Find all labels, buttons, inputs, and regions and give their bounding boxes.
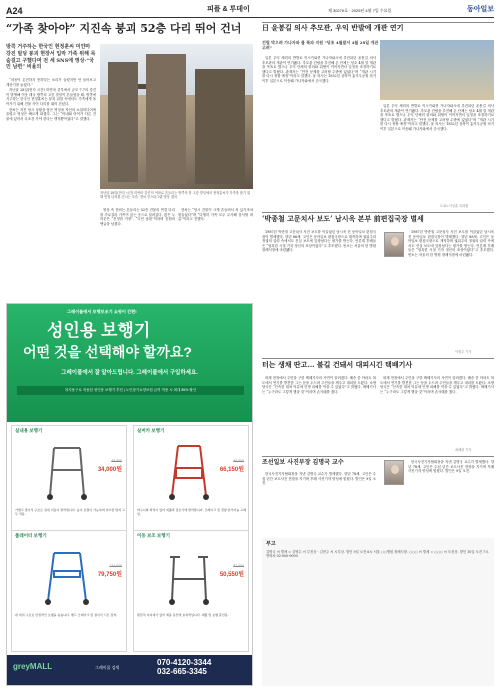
byline: 이원주 기자: [455, 350, 472, 354]
product-card: [11, 530, 127, 652]
lead-body-col2: [100, 208, 175, 300]
product-title: 실내용 보행기: [15, 428, 43, 433]
ad-shop-line: 그레이몰에서 잘 알아드립니다. 그레이몰에서 구입하세요.: [61, 370, 198, 376]
portrait-photo: [384, 460, 404, 485]
walker-icon: [42, 440, 92, 502]
ad-question: 어떤 것을 선택해야 할까요?: [23, 344, 192, 360]
article-body: [262, 56, 376, 206]
obituary-text: 김명국 씨 별세 = 김영수 씨 부친상 · 김현주 씨 시부상. 발인 9일 오전 6시 서울 ○○병원 장례식장. ○○○ 씨 별세 = ○○○ 씨 모친상. 발인 10일 오전 7시. 연락처 02-000-0000: [266, 549, 490, 559]
article-paragraph: 1987년 박종철 고문치사 사건 보도를 이끌었던 남시욱 전 동아일보 편집국장이 별세했다. 향년 88세. 고인은 동아일보 편집국장으로 재직하며 권위주의 정권의 압력 속에서도 진실 보도에 앞장섰다는 평가를 받는다. 언론계 후배들은 “엄혹한 시절 기자 정신의 표상이었다”고 추모했다. 빈소는 서울의 한 병원 장례식장에 마련됐다.: [262, 230, 376, 253]
product-title: 롤레이터 보행기: [15, 533, 47, 538]
article-paragraph: 일본 우익 세력의 반발로 이시카와현 가나자와시에 추진되던 윤봉길 의사 추모관의 개관이 연기됐다. 추모관 건립을 추진해 온 단체는 당초 4월 말 개관을 목표로 했으나 우익 단체의 항의와 위협이 이어지면서 일정을 조정하기로 했다고 밝혔다. 관계자는 “안전 문제를 고려할 수밖에 없었다”며 “개관 시기를 다시 정할 예정”이라고 말했다. 윤 의사는 1932년 상하이 훙커우공원 의거 이후 일본으로 이송돼 가나자와에서 순국했다.: [262, 56, 376, 83]
greymall-logo: greyMALL: [13, 662, 53, 671]
article-body: [262, 230, 376, 350]
product-price: 34,000원: [97, 467, 122, 473]
page-header: [6, 3, 494, 18]
photo-building: [195, 69, 245, 184]
lead-photo-caption: 지난달 28일(현지 시간) 미얀마 강진의 여파로 흔들리는 방콕의 한 고층 빌딩에서 현정훈씨가 가족을 찾기 위해 연결 다리를 건너는 모습. 현씨 인스타그램 영상 캡처: [100, 191, 251, 200]
article-paragraph: 한국사진기자협회장을 지낸 김명국 교수가 별세했다. 향년 78세. 고인은 수십 년간 보도사진 현장을 지키며 후배 사진기자 양성에 힘썼다. 발인은 9일 오전.: [262, 472, 376, 486]
photo-bridge: [138, 84, 146, 89]
article-body-cont: [408, 230, 494, 350]
product-desc: 가볍고 접이식 구조로 실내 이동이 편리합니다. 높이 조절이 가능하며 미끄럼 방지 고무 적용.: [15, 508, 125, 517]
article-paragraph: 화재 현장에서 주민을 구한 택배기사의 사연이 알려졌다. 배송 중 아파트 복도에서 연기를 발견한 그는 문을 두드려 주민들을 깨우고 대피를 도왔다. 소방당국은 “신속한 대처 덕분에 인명 피해를 막을 수 있었다”고 밝혔다. 택배기사는 “누구라도 그렇게 했을 것”이라며 손사래를 쳤다.: [380, 376, 494, 394]
article-headline: 터는 생채 딴고… 불길 건돼서 대피시긴 택배기사: [262, 360, 413, 369]
byline: 최혜령 기자: [455, 448, 472, 452]
article-subhead: 건립 막으려 가나자와 불 폭파 지원 “당초 4월말서 4월 28일 개관 고려”: [262, 40, 379, 51]
ad-title: 성인용 보행기: [47, 321, 151, 340]
lead-paragraph: 현씨는 지진 당시 상황을 담은 영상을 자신의 소셜미디어에 올렸고 영상은 빠르게 퍼졌다. 그는 “아내와 아이가 다른 건물에 있어서 무조건 가야 한다는 생각뿐이었다”고 말했다.: [6, 107, 96, 121]
article-photo: [380, 40, 494, 100]
article-headline: 조선일보 사진부장 김명국 교수: [262, 459, 344, 466]
product-price: 79,750원: [97, 572, 122, 578]
article-paragraph: 일본 우익 세력의 반발로 이시카와현 가나자와시에 추진되던 윤봉길 의사 추모관의 개관이 연기됐다. 추모관 건립을 추진해 온 단체는 당초 4월 말 개관을 목표로 했으나 우익 단체의 항의와 위협이 이어지면서 일정을 조정하기로 했다고 밝혔다. 관계자는 “안전 문제를 고려할 수밖에 없었다”며 “개관 시기를 다시 정할 예정”이라고 말했다. 윤 의사는 1932년 상하이 훙커우공원 의거 이후 일본으로 이송돼 가나자와에서 순국했다.: [380, 104, 494, 131]
article-body-cont: [380, 104, 494, 204]
product-card: [133, 425, 249, 547]
lead-paragraph: 현씨는 “당시 건물이 크게 흔들려서 서 있기조차 힘들었다”며 “다행히 가족 모두 무사해 감사할 따름”이라고 전했다.: [178, 208, 253, 222]
article-body-cont: [380, 376, 494, 448]
article-headline: ‘박종철 고문치사 보도’ 남시욱 본부 前편집국장 별세: [262, 214, 424, 223]
article-paragraph: 1987년 박종철 고문치사 사건 보도를 이끌었던 남시욱 전 동아일보 편집국장이 별세했다. 향년 88세. 고인은 동아일보 편집국장으로 재직하며 권위주의 정권의 압력 속에서도 진실 보도에 앞장섰다는 평가를 받는다. 언론계 후배들은 “엄혹한 시절 기자 정신의 표상이었다”고 추모했다. 빈소는 서울의 한 병원 장례식장에 마련됐다.: [408, 230, 494, 257]
product-price: 66,150원: [219, 467, 244, 473]
article-body-cont: [408, 460, 494, 532]
obituary-label: 부고: [266, 541, 276, 547]
photo-building: [108, 62, 138, 182]
lead-body-col1: [6, 78, 96, 300]
column-rule: [262, 358, 494, 359]
ad-search-hint: 그레이몰 검색: [95, 665, 120, 670]
ad-footer: [7, 655, 252, 685]
column-rule: [262, 456, 494, 457]
lead-body-col3: [178, 208, 253, 300]
article-body: [262, 472, 376, 532]
ad-phone: [157, 658, 211, 676]
walker-icon: [164, 545, 214, 607]
newspaper-brand: 동아일보: [466, 6, 494, 13]
obituary-box: [262, 538, 494, 686]
photo-building: [146, 54, 186, 184]
ad-phone-1: 070-4120-3344: [157, 658, 212, 667]
product-old-price: 124,000: [109, 564, 122, 568]
product-card: [133, 530, 249, 652]
article-body: [262, 376, 376, 448]
portrait-photo: [384, 232, 404, 257]
product-title: 실버카 보행기: [137, 428, 165, 433]
ad-phone-2: 032-665-3345: [157, 667, 207, 677]
ad-ribbon: 그레이몰에서 보행보조기 쇼핑이 간편!: [67, 309, 137, 314]
ad-banner: [7, 304, 252, 422]
product-desc: 바구니와 좌석이 있어 외출과 장보기에 편리합니다. 브레이크 및 경량 알루미늄 프레임.: [137, 508, 247, 517]
lead-subhead: 방콕 거주하는 한국인 현정훈씨 미얀마 강진 빌딩 붕괴 현장서 입막 가족 위해 목숨걸고 구했다며 전 세 SNS에 영상·“국민 남편” 비율의: [6, 44, 96, 71]
product-title: 이동 보조 보행기: [137, 533, 170, 538]
column-rule: [262, 212, 494, 213]
article-headline: 日 윤봉길 의사 추모관, 우익 반발에 개관 연기: [262, 23, 404, 32]
page-number: A24: [6, 6, 23, 16]
lead-headline: “가족 찾아야” 지진속 붕괴 52층 다리 뛰어 건너: [6, 22, 242, 35]
lead-paragraph: “마음이 온전하지 못하다는 소리가 들렸지만 안 들어보고 계산기를 눌렀다.”: [6, 78, 96, 87]
lead-photo: [100, 44, 253, 189]
product-old-price: 98,000: [233, 459, 244, 463]
lead-paragraph: 지난달 28일(현지 시간) 미얀마 중부에서 규모 7.7의 강진이 발생해 이웃 태국 방콕의 고층 빌딩이 흔들렸을 때, 방콕에 거주하는 한국인 현정훈씨는 붕괴 위험 속에서도 가족에게 돌아가기 위해 건물 사이 다리를 뛰어 건넜다.: [6, 88, 96, 106]
issue-info: 제 30270호 · 2025년 4월 7일 수요일: [328, 8, 392, 13]
product-desc: 네 바퀴 구조로 안정적인 보행을 돕습니다. 핸드 브레이크 및 접이식 시트 장착.: [15, 613, 118, 617]
article-paragraph: 한국사진기자협회장을 지낸 김명국 교수가 별세했다. 향년 78세. 고인은 수십 년간 보도사진 현장을 지키며 후배 사진기자 양성에 힘썼다. 발인은 9일 오전.: [408, 460, 494, 474]
walker-icon: [164, 440, 214, 502]
byline: 도쿄=이상훈 특파원: [440, 204, 469, 208]
walker-icon: [42, 545, 92, 607]
product-price: 50,550원: [219, 572, 244, 578]
product-old-price: 49,800: [111, 459, 122, 463]
article-paragraph: 화재 현장에서 주민을 구한 택배기사의 사연이 알려졌다. 배송 중 아파트 복도에서 연기를 발견한 그는 문을 두드려 주민들을 깨우고 대피를 도왔다. 소방당국은 “신속한 대처 덕분에 인명 피해를 막을 수 있었다”고 밝혔다. 택배기사는 “누구라도 그렇게 했을 것”이라며 손사래를 쳤다.: [262, 376, 376, 394]
lead-paragraph: 영상 속 현씨는 흔들리는 52층 건물의 연결 다리를 가로질러 가족이 있는 곳으로 달려갔다. 많은 누리꾼은 “진정한 가장”, “국민 남편”이라며 응원의 댓글을 남겼다.: [100, 208, 175, 226]
product-desc: 팔꿈치 지지대가 있어 체중 분산에 효과적입니다. 재활 및 보행 훈련용.: [137, 613, 229, 617]
product-old-price: 82,000: [233, 564, 244, 568]
ad-info-bar: 복지용구로 적용된 성인용 보행기 추천 | 노인장기요양보험 급여 적용 시 최대 85% 할인: [17, 386, 244, 395]
walker-advertisement: [6, 303, 253, 686]
product-card: [11, 425, 127, 547]
section-title: 피플 & 투데이: [207, 6, 250, 13]
